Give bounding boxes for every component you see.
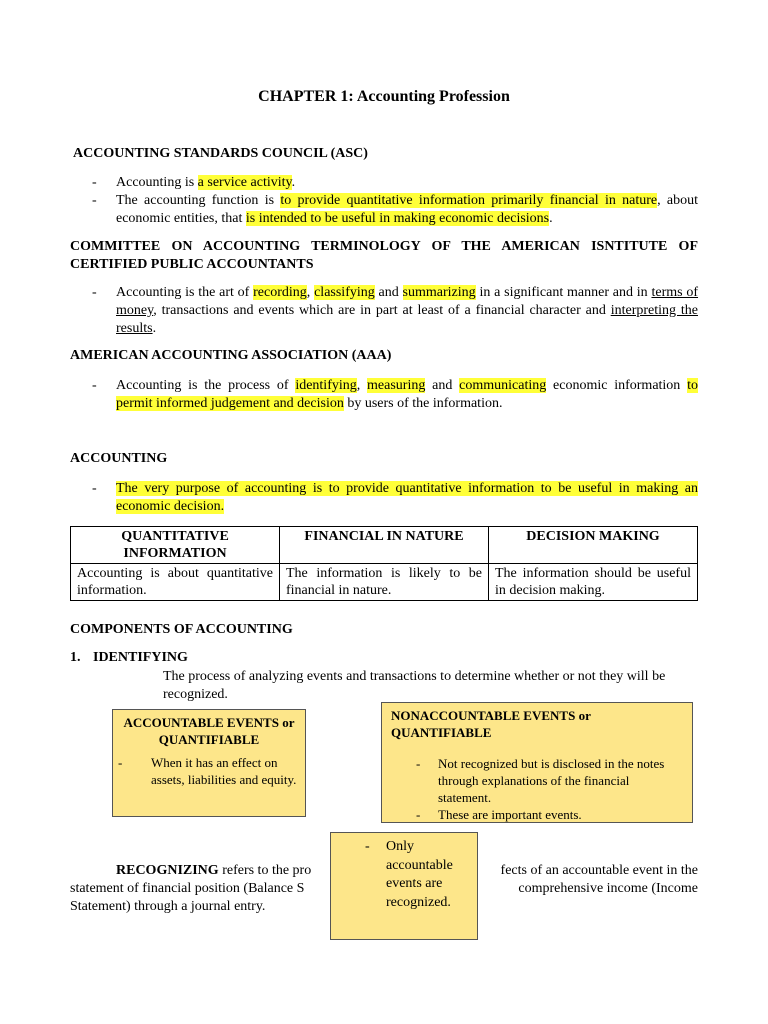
nonaccountable-events-box [381, 702, 693, 823]
table-cell: The information is likely to be financial in nature. [280, 564, 489, 601]
list-item: - When it has an effect on assets, liabilities and equity. [118, 755, 297, 787]
asc-heading: ACCOUNTING STANDARDS COUNCIL (ASC) [73, 146, 368, 161]
component-number: 1. [70, 650, 81, 665]
accountable-events-heading: ACCOUNTABLE EVENTS or QUANTIFIABLE [123, 715, 295, 747]
accounting-table [70, 526, 698, 601]
component-title: IDENTIFYING [93, 650, 188, 665]
committee-bullet-1: - Accounting is the art of recording, classifying and summarizing in a significant manner and in terms of money, transactions and events which are in part at least of a financial character and interpreting the results. [92, 285, 699, 336]
aaa-bullet-1: - Accounting is the process of identifying, measuring and communicating economic information to permit informed judgement and decision by users of the information. [92, 378, 698, 411]
list-item: - These are important events. [416, 807, 582, 822]
list-item: - Not recognized but is disclosed in the notes through explanations of the financial statement. [416, 756, 665, 805]
components-heading: COMPONENTS OF ACCOUNTING [70, 622, 293, 637]
aaa-heading: AMERICAN ACCOUNTING ASSOCIATION (AAA) [70, 348, 392, 363]
table-row [71, 564, 698, 601]
bullet-dash: - [92, 285, 97, 300]
table-header-cell: FINANCIAL IN NATURE [280, 527, 489, 564]
accounting-bullet-1: - The very purpose of accounting is to provide quantitative information to be useful in making an economic decision. [92, 481, 698, 514]
asc-bullet-1: - Accounting is a service activity. [92, 175, 296, 190]
table-header-cell: DECISION MAKING [489, 527, 698, 564]
asc-bullet-2: - The accounting function is to provide quantitative information primarily financial in nature, about economic entities, that is intended to be useful in making economic decisions. [92, 193, 698, 226]
table-cell: The information should be useful in decision making. [489, 564, 698, 601]
accounting-heading: ACCOUNTING [70, 451, 168, 466]
bullet-dash: - [92, 481, 97, 496]
nonaccountable-events-heading: NONACCOUNTABLE EVENTS or QUANTIFIABLE [391, 708, 591, 740]
committee-heading: COMMITTEE ON ACCOUNTING TERMINOLOGY OF THE AMERICAN ISNTITUTE OF CERTIFIED PUBLIC ACCOUNTANTS [70, 239, 698, 272]
bullet-dash: - [92, 175, 97, 190]
page-title: CHAPTER 1: Accounting Profession [258, 88, 510, 105]
table-cell: Accounting is about quantitative information. [71, 564, 280, 601]
bullet-dash: - [92, 193, 97, 208]
accountable-events-box [112, 709, 306, 817]
bullet-dash: - [92, 378, 97, 393]
list-item: - Only accountable events are recognized. [365, 839, 453, 910]
only-accountable-box [330, 832, 478, 940]
recognizing-paragraph: RECOGNIZING refers to the pro fects of an accountable event in the statement of financial position (Balance S comprehensive income (Income Statement) through a journal entry. [70, 863, 698, 914]
table-header-row [71, 527, 698, 564]
component-description: The process of analyzing events and transactions to determine whether or not they will be recognized. [163, 669, 666, 702]
table-header-cell: QUANTITATIVE INFORMATION [71, 527, 280, 564]
